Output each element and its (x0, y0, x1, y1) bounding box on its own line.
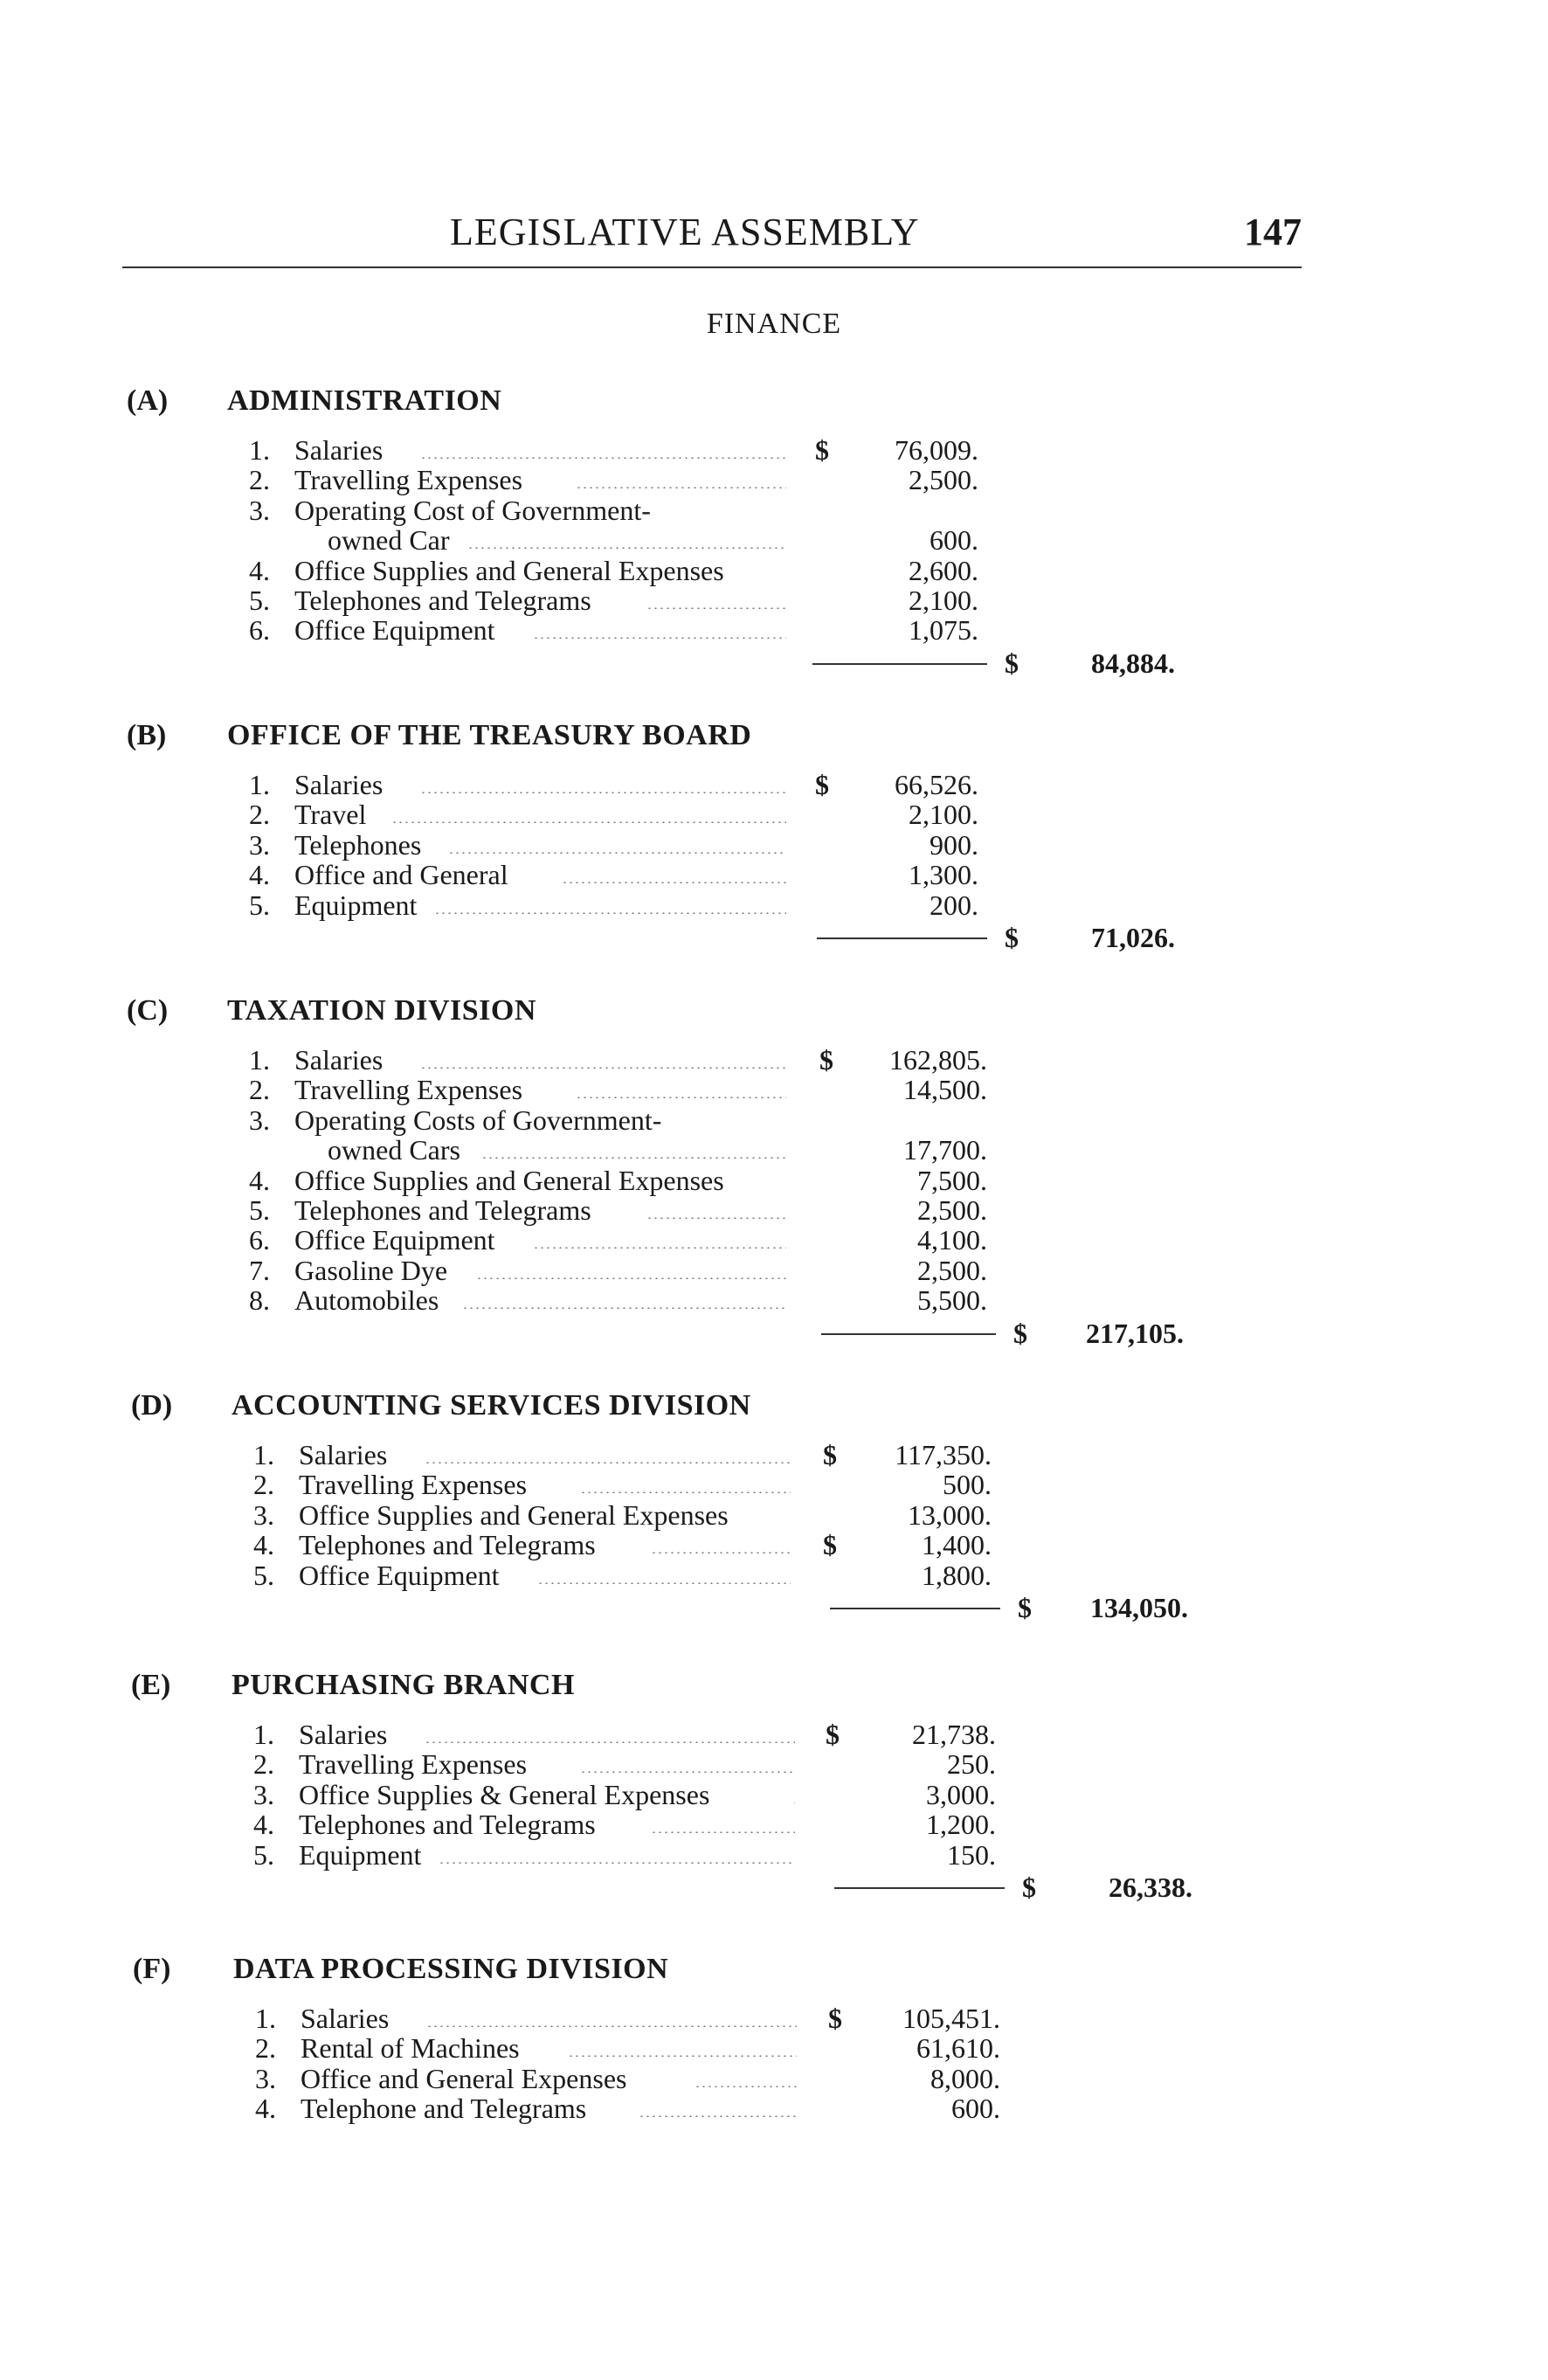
item-label: Travelling Expenses (294, 1074, 523, 1106)
item-label: Salaries (299, 1719, 388, 1750)
item-amount: 600. (929, 524, 978, 557)
item-number: 5. (253, 1838, 274, 1871)
item-amount: 8,000. (930, 2062, 1000, 2094)
item-number: 1. (249, 1044, 270, 1076)
item-number: 1. (249, 434, 270, 466)
section-title: OFFICE OF THE TREASURY BOARD (227, 719, 752, 751)
item-amount: 13,000. (908, 1498, 992, 1531)
item-amount: 162,805. (889, 1044, 987, 1076)
department-heading: FINANCE (706, 308, 842, 340)
item-number: 2. (249, 1074, 270, 1106)
item-amount: 900. (929, 828, 978, 861)
dollar-sign: $ (819, 1044, 833, 1076)
item-number: 4. (253, 1529, 274, 1561)
section-total: 134,050. (1090, 1592, 1188, 1623)
dot-leader (439, 1862, 795, 1864)
dot-leader (576, 487, 786, 488)
item-label: Office and General (294, 859, 508, 891)
subtotal-rule (821, 1333, 996, 1335)
section-letter: (A) (127, 384, 169, 417)
item-number: 4. (253, 1809, 274, 1841)
item-amount: 17,700. (903, 1134, 987, 1166)
dot-leader (651, 1831, 795, 1833)
item-label: Travelling Expenses (299, 1748, 528, 1781)
item-number: 5. (253, 1559, 274, 1591)
section-letter: (C) (127, 994, 169, 1027)
item-number: 2. (253, 1748, 274, 1781)
item-label: Equipment (294, 889, 418, 921)
item-amount: 117,350. (895, 1439, 992, 1470)
item-number: 2. (255, 2032, 276, 2065)
section-title: PURCHASING BRANCH (232, 1669, 575, 1701)
dot-leader (462, 1307, 786, 1309)
section-letter: (D) (131, 1389, 173, 1422)
item-label: Telephone and Telegrams (301, 2093, 587, 2125)
subtotal-rule (830, 1608, 1000, 1609)
dot-leader (646, 1217, 786, 1219)
dot-leader (576, 1097, 786, 1098)
dot-leader (420, 792, 786, 793)
total-dollar-sign: $ (1022, 1871, 1036, 1903)
dot-leader (426, 2025, 797, 2027)
section-title: DATA PROCESSING DIVISION (233, 1953, 669, 1985)
item-amount: 14,500. (903, 1074, 987, 1106)
item-amount: 61,610. (916, 2032, 1000, 2065)
dollar-sign: $ (828, 2003, 842, 2034)
section-letter: (E) (131, 1669, 171, 1701)
item-label: owned Cars (328, 1134, 460, 1166)
item-amount: 2,100. (909, 799, 978, 831)
item-label: Travelling Expenses (299, 1469, 528, 1501)
item-label: Telephones (294, 828, 422, 861)
dot-leader (580, 1771, 795, 1773)
item-amount: 1,300. (909, 859, 978, 891)
item-amount: 105,451. (902, 2003, 1000, 2034)
item-amount: 1,400. (922, 1529, 992, 1561)
dot-leader (533, 1247, 786, 1249)
item-label: Telephones and Telegrams (294, 584, 591, 616)
total-dollar-sign: $ (1013, 1317, 1027, 1349)
item-label: Gasoline Dye (294, 1254, 448, 1286)
item-amount: 2,500. (917, 1193, 987, 1226)
total-dollar-sign: $ (1018, 1592, 1032, 1623)
item-amount: 250. (947, 1748, 996, 1781)
item-label: Travel (294, 799, 367, 831)
item-amount: 7,500. (917, 1164, 987, 1196)
item-label: Salaries (294, 434, 384, 466)
dot-leader (467, 547, 786, 549)
section-total: 217,105. (1086, 1317, 1184, 1349)
item-label: Office Equipment (294, 1224, 495, 1256)
item-number: 2. (249, 464, 270, 496)
dot-leader (481, 1157, 786, 1159)
item-number: 1. (253, 1719, 274, 1750)
item-number: 3. (255, 2062, 276, 2094)
item-amount: 600. (951, 2093, 1000, 2125)
item-number: 3. (249, 828, 270, 861)
item-number: 6. (249, 1224, 270, 1256)
header-rule (122, 266, 1302, 268)
dot-leader (792, 1802, 795, 1803)
item-number: 4. (255, 2093, 276, 2125)
item-number: 4. (249, 554, 270, 586)
item-amount: 4,100. (917, 1224, 987, 1256)
item-label: Salaries (294, 769, 384, 800)
dot-leader (580, 1491, 791, 1493)
item-label: Office and General Expenses (301, 2062, 627, 2094)
item-amount: 2,100. (909, 584, 978, 616)
item-label: Rental of Machines (301, 2032, 520, 2065)
item-amount: 21,738. (912, 1719, 996, 1750)
subtotal-rule (834, 1887, 1005, 1889)
dollar-sign: $ (815, 769, 829, 800)
dot-leader (568, 2055, 797, 2057)
running-title: LEGISLATIVE ASSEMBLY (450, 211, 920, 253)
dot-leader (695, 2086, 797, 2087)
item-amount: 1,200. (926, 1809, 996, 1841)
item-number: 5. (249, 1193, 270, 1226)
item-label: Salaries (294, 1044, 384, 1076)
section-letter: (F) (133, 1953, 171, 1985)
item-amount: 1,800. (922, 1559, 992, 1591)
dot-leader (639, 2115, 797, 2117)
item-number: 4. (249, 1164, 270, 1196)
item-number: 1. (253, 1439, 274, 1470)
dot-leader (434, 912, 786, 914)
item-number: 8. (249, 1284, 270, 1317)
item-label: Telephones and Telegrams (299, 1529, 596, 1561)
item-amount: 1,075. (909, 614, 978, 647)
total-dollar-sign: $ (1005, 922, 1019, 953)
item-number: 2. (249, 799, 270, 831)
item-amount: 150. (947, 1838, 996, 1871)
item-number: 3. (249, 494, 270, 526)
item-amount: 3,000. (926, 1778, 996, 1810)
item-label: Telephones and Telegrams (299, 1809, 596, 1841)
dollar-sign: $ (826, 1719, 840, 1750)
dot-leader (391, 821, 786, 823)
item-amount: 2,500. (909, 464, 978, 496)
subtotal-rule (817, 937, 987, 939)
item-label: Salaries (299, 1439, 388, 1470)
item-number: 7. (249, 1254, 270, 1286)
item-label: Automobiles (294, 1284, 439, 1317)
item-label: Salaries (301, 2003, 390, 2034)
item-amount: 200. (929, 889, 978, 921)
subtotal-rule (812, 663, 987, 665)
section-total: 71,026. (1091, 922, 1175, 953)
section-letter: (B) (127, 719, 167, 751)
dot-leader (448, 852, 786, 854)
item-label: Office Equipment (299, 1559, 500, 1591)
dot-leader (420, 457, 786, 459)
item-label: Operating Costs of Government- (294, 1104, 662, 1136)
item-number: 2. (253, 1469, 274, 1501)
item-number: 5. (249, 584, 270, 616)
dollar-sign: $ (815, 434, 829, 466)
dot-leader (651, 1552, 791, 1553)
item-label: Office Supplies & General Expenses (299, 1778, 710, 1810)
dot-leader (533, 637, 786, 639)
item-number: 6. (249, 614, 270, 647)
dot-leader (646, 607, 786, 609)
item-amount: 2,500. (917, 1254, 987, 1286)
item-label: Equipment (299, 1838, 422, 1871)
item-number: 1. (249, 769, 270, 800)
item-amount: 500. (943, 1469, 992, 1501)
item-number: 3. (253, 1498, 274, 1531)
dot-leader (562, 882, 786, 883)
dot-leader (537, 1582, 791, 1584)
dollar-sign: $ (823, 1529, 837, 1561)
item-label: Office Supplies and General Expenses (294, 1164, 724, 1196)
item-number: 1. (255, 2003, 276, 2034)
section-title: ADMINISTRATION (227, 384, 502, 417)
item-number: 4. (249, 859, 270, 891)
dot-leader (425, 1741, 795, 1743)
item-label: Office Supplies and General Expenses (299, 1498, 729, 1531)
item-amount: 2,600. (909, 554, 978, 586)
item-number: 3. (249, 1104, 270, 1136)
item-label: owned Car (328, 524, 450, 557)
item-amount: 5,500. (917, 1284, 987, 1317)
page-header (122, 210, 1302, 262)
item-label: Operating Cost of Government- (294, 494, 651, 526)
item-label: Travelling Expenses (294, 464, 523, 496)
dollar-sign: $ (823, 1439, 837, 1470)
item-label: Telephones and Telegrams (294, 1193, 591, 1226)
item-label: Office Supplies and General Expenses (294, 554, 724, 586)
item-label: Office Equipment (294, 614, 495, 647)
item-number: 5. (249, 889, 270, 921)
section-title: ACCOUNTING SERVICES DIVISION (232, 1389, 751, 1422)
section-total: 84,884. (1091, 647, 1175, 679)
item-number: 3. (253, 1778, 274, 1810)
section-total: 26,338. (1109, 1871, 1192, 1903)
section-title: TAXATION DIVISION (227, 994, 536, 1027)
item-amount: 66,526. (895, 769, 978, 800)
dot-leader (476, 1277, 786, 1279)
total-dollar-sign: $ (1005, 647, 1019, 679)
dot-leader (425, 1462, 791, 1463)
item-amount: 76,009. (895, 434, 978, 466)
page-number: 147 (1244, 211, 1302, 253)
dot-leader (420, 1067, 786, 1069)
